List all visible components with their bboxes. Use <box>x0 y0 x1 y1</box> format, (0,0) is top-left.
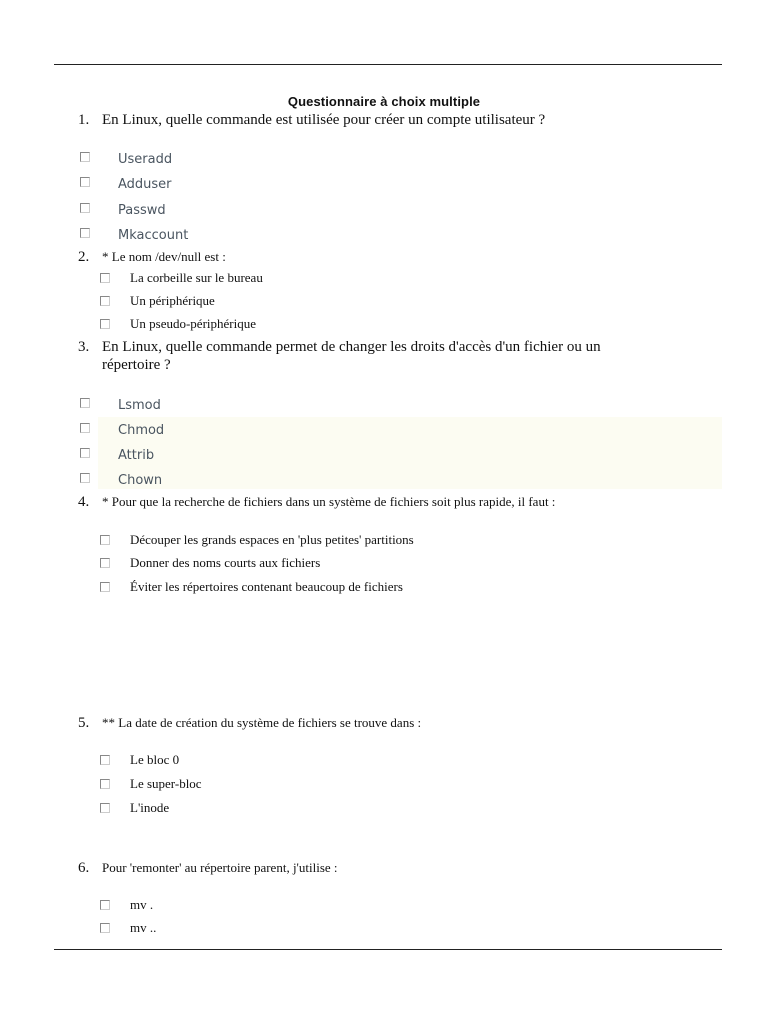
option-label: Donner des noms courts aux fichiers <box>130 555 321 570</box>
option-label: Adduser <box>118 177 172 192</box>
bottom-rule <box>54 949 722 950</box>
checkbox[interactable] <box>100 900 110 910</box>
checkbox[interactable] <box>80 203 90 213</box>
checkbox[interactable] <box>80 228 90 238</box>
question-text-line-1: En Linux, quelle commande permet de changer les droits d'accès d'un fichier ou un <box>102 339 601 355</box>
checkbox[interactable] <box>80 473 90 483</box>
checkbox[interactable] <box>80 177 90 187</box>
question-text-line-2: répertoire ? <box>102 357 171 373</box>
option-label: Attrib <box>118 448 155 463</box>
checkbox[interactable] <box>80 448 90 458</box>
option-label: Découper les grands espaces en 'plus petites' partitions <box>130 532 414 547</box>
option-label: Le bloc 0 <box>130 752 180 767</box>
question-text: En Linux, quelle commande est utilisée pour créer un compte utilisateur ? <box>102 112 546 128</box>
option-label: Un périphérique <box>130 293 215 308</box>
checkbox[interactable] <box>100 803 110 813</box>
page-title: Questionnaire à choix multiple <box>287 94 481 109</box>
question-number: 5. <box>78 715 90 731</box>
checkbox[interactable] <box>100 273 110 283</box>
question-4 <box>78 494 718 510</box>
checkbox[interactable] <box>100 779 110 789</box>
checkbox[interactable] <box>100 558 110 568</box>
option-label: mv . <box>130 897 154 912</box>
question-number: 1. <box>78 112 90 128</box>
question-2 <box>78 249 718 265</box>
question-1 <box>78 111 718 129</box>
option-label: Useradd <box>118 152 173 167</box>
option-label: Le super-bloc <box>130 776 202 791</box>
option-label: mv .. <box>130 920 157 935</box>
checkbox[interactable] <box>80 423 90 433</box>
checkbox[interactable] <box>80 152 90 162</box>
option-label: Éviter les répertoires contenant beaucoup de fichiers <box>130 579 403 594</box>
option-label: Lsmod <box>118 398 161 413</box>
question-text: Pour 'remonter' au répertoire parent, j'utilise : <box>102 860 338 875</box>
question-number: 4. <box>78 494 90 510</box>
question-number: 6. <box>78 860 90 876</box>
option-label: Chown <box>118 473 163 488</box>
highlight-band <box>98 417 722 489</box>
checkbox[interactable] <box>100 296 110 306</box>
checkbox[interactable] <box>100 319 110 329</box>
checkbox[interactable] <box>80 398 90 408</box>
option-label: Un pseudo-périphérique <box>130 316 256 331</box>
question-number: 2. <box>78 249 90 265</box>
question-6 <box>78 860 718 876</box>
top-rule <box>54 64 722 65</box>
question-text: * Le nom /dev/null est : <box>102 249 226 264</box>
question-text: * Pour que la recherche de fichiers dans un système de fichiers soit plus rapide, il faut : <box>102 494 556 509</box>
checkbox[interactable] <box>100 755 110 765</box>
option-label: L'inode <box>130 800 170 815</box>
question-3 <box>78 338 718 374</box>
question-5 <box>78 715 718 731</box>
option-label: Passwd <box>118 203 166 218</box>
question-text: ** La date de création du système de fichiers se trouve dans : <box>102 715 422 730</box>
checkbox[interactable] <box>100 582 110 592</box>
checkbox[interactable] <box>100 923 110 933</box>
question-number: 3. <box>78 339 90 355</box>
option-label: Mkaccount <box>118 228 189 243</box>
option-label: Chmod <box>118 423 165 438</box>
checkbox[interactable] <box>100 535 110 545</box>
option-label: La corbeille sur le bureau <box>130 270 263 285</box>
